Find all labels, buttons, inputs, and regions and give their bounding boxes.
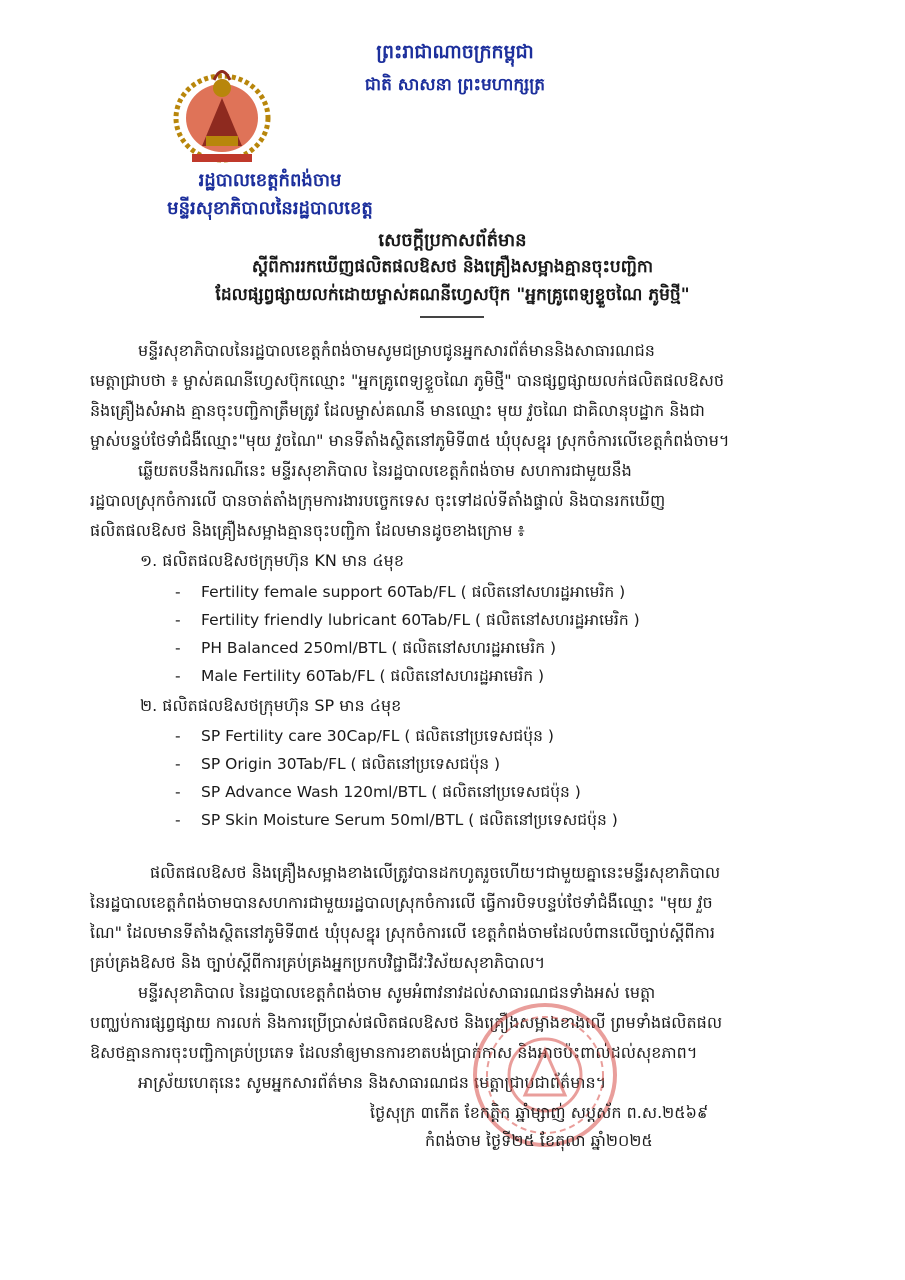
list-item: - Fertility friendly lubricant 60Tab/FL ( ផលិតនៅសហរដ្ឋអាមេរិក )	[175, 611, 640, 629]
list-item: - PH Balanced 250ml/BTL ( ផលិតនៅសហរដ្ឋអាមេរិក )	[175, 639, 557, 657]
document-title: សេចក្ដីប្រកាសព័ត៌មាន	[378, 230, 527, 251]
p3-line-3: ណៃ" ដែលមានទីតាំងស្ថិតនៅភូមិទី៣៥ ឃុំបុសខ្នុរ ស្រុកចំការលើ ខេត្តកំពង់ចាមដែលបំពានលើច្បាប់ស្ដីពីការ	[90, 923, 715, 942]
official-stamp-icon	[470, 1000, 620, 1150]
national-motto: ជាតិ សាសនា ព្រះមហាក្សត្រ	[364, 75, 546, 95]
p4-line-3: ឱសថគ្មានការចុះបញ្ជិកាគ្រប់ប្រភេទ ដែលនាំឲ្យមានការខាតបង់ប្រាក់កាស និងអាចប៉ះពាល់ដល់សុខភាព។	[90, 1043, 698, 1062]
p1-line-4: ម្ចាស់បន្ទប់ថែទាំជំងឺឈ្មោះ"មុយ វួចណៃ" មានទីតាំងស្ថិតនៅភូមិទី៣៥ ឃុំបុសខ្នុរ ស្រុកចំការលើខេត្តកំពង់ចាម។	[90, 431, 730, 450]
group2-title: ២. ផលិតផលឱសថក្រុមហ៊ុន SP មាន ៤មុខ	[140, 696, 402, 715]
p1-line-3: និងគ្រឿងសំអាង គ្មានចុះបញ្ជិកាត្រឹមត្រូវ ដែលម្ចាស់គណនី មានឈ្មោះ មុយ វួចណៃ ជាគិលានុបដ្ឋាក និងជា	[90, 401, 705, 420]
document-subtitle-2: ដែលផ្សព្វផ្សាយលក់ដោយម្ចាស់គណនីហ្វេសប៊ុក "អ្នកគ្រូពេទ្យខ្ទួចណៃ ភូមិថ្មី"	[215, 285, 690, 305]
list-item: - SP Origin 30Tab/FL ( ផលិតនៅប្រទេសជប៉ុន )	[175, 755, 501, 773]
p2-line-1: ឆ្លើយតបនឹងករណីនេះ មន្ទីរសុខាភិបាល នៃរដ្ឋបាលខេត្តកំពង់ចាម សហការជាមួយនឹង	[138, 461, 632, 480]
p5-line: អាស្រ័យហេតុនេះ សូមអ្នកសារព័ត៌មាន និងសាធារណជន មេត្តាជ្រាបជាព័ត៌មាន។	[138, 1073, 607, 1092]
title-divider	[420, 316, 484, 318]
org-department: មន្ទីរសុខាភិបាលនៃរដ្ឋបាលខេត្ត	[167, 198, 373, 219]
list-item: - Male Fertility 60Tab/FL ( ផលិតនៅសហរដ្ឋអាមេរិក )	[175, 667, 545, 685]
provincial-emblem-icon	[172, 58, 272, 168]
p3-line-2: នៃរដ្ឋបាលខេត្តកំពង់ចាមបានសហការជាមួយរដ្ឋបាលស្រុកចំការលើ ធ្វើការបិទបន្ទប់ថែទាំជំងឺឈ្មោះ "មុយ វួច	[90, 893, 713, 912]
p3-line-1: ផលិតផលឱសថ និងគ្រឿងសម្អាងខាងលើត្រូវបានដកហូតរួចហើយ។ជាមួយគ្នានេះមន្ទីរសុខាភិបាល	[150, 863, 721, 882]
p1-line-1: មន្ទីរសុខាភិបាលនៃរដ្ឋបាលខេត្តកំពង់ចាមសូមជម្រាបជូនអ្នកសារព័ត៌មាននិងសាធារណជន	[138, 341, 655, 360]
p2-line-2: រដ្ឋបាលស្រុកចំការលើ បានចាត់តាំងក្រុមការងារបច្ចេកទេស ចុះទៅដល់ទីតាំងផ្ទាល់ និងបានរកឃើញ	[90, 491, 666, 510]
list-item: - SP Fertility care 30Cap/FL ( ផលិតនៅប្រទេសជប៉ុន )	[175, 727, 554, 745]
list-item: - Fertility female support 60Tab/FL ( ផលិតនៅសហរដ្ឋអាមេរិក )	[175, 583, 626, 601]
group1-title: ១. ផលិតផលឱសថក្រុមហ៊ុន KN មាន ៤មុខ	[140, 551, 404, 570]
p2-line-3: ផលិតផលឱសថ និងគ្រឿងសម្អាងគ្មានចុះបញ្ជិកា ដែលមានដូចខាងក្រោម ៖	[90, 521, 525, 540]
date-lunar: ថ្ងៃសុក្រ ៣កើត ខែកត្តិក ឆ្នាំម្សាញ់ សប្តស័ក ព.ស.២៥៦៩	[370, 1103, 709, 1122]
document-subtitle-1: ស្ដីពីការរកឃើញផលិតផលឱសថ និងគ្រឿងសម្អាងគ្មានចុះបញ្ជិកា	[251, 257, 654, 277]
p1-line-2: មេត្តាជ្រាបថា ៖ ម្ចាស់គណនីហ្វេសប៊ុកឈ្មោះ "អ្នកគ្រូពេទ្យខ្ទួចណៃ ភូមិថ្មី" បានផ្សព្វផ្សាយលក់ផលិតផលឱសថ	[90, 371, 725, 390]
list-item: - SP Advance Wash 120ml/BTL ( ផលិតនៅប្រទេសជប៉ុន )	[175, 783, 581, 801]
kingdom-title: ព្រះរាជាណាចក្រកម្ពុជា	[376, 41, 534, 63]
p4-line-1: មន្ទីរសុខាភិបាល នៃរដ្ឋបាលខេត្តកំពង់ចាម សូមអំពាវនាវដល់សាធារណជនទាំងអស់ មេត្តា	[138, 983, 656, 1002]
list-item: - SP Skin Moisture Serum 50ml/BTL ( ផលិតនៅប្រទេសជប៉ុន )	[175, 811, 618, 829]
p3-line-4: គ្រប់គ្រងឱសថ និង ច្បាប់ស្ដីពីការគ្រប់គ្រងអ្នកប្រកបវិជ្ជាជីវៈវិស័យសុខាភិបាល។	[90, 953, 546, 972]
org-administration: រដ្ឋបាលខេត្តកំពង់ចាម	[198, 170, 342, 191]
date-solar: កំពង់ចាម ថ្ងៃទី២៥ ខែតុលា ឆ្នាំ២០២៥	[425, 1131, 653, 1150]
p4-line-2: បញ្ឈប់ការផ្សព្វផ្សាយ ការលក់ និងការប្រើប្រាស់ផលិតផលឱសថ និងគ្រឿងសម្អាងខាងលើ ព្រមទាំងផលិតផល	[90, 1013, 723, 1032]
